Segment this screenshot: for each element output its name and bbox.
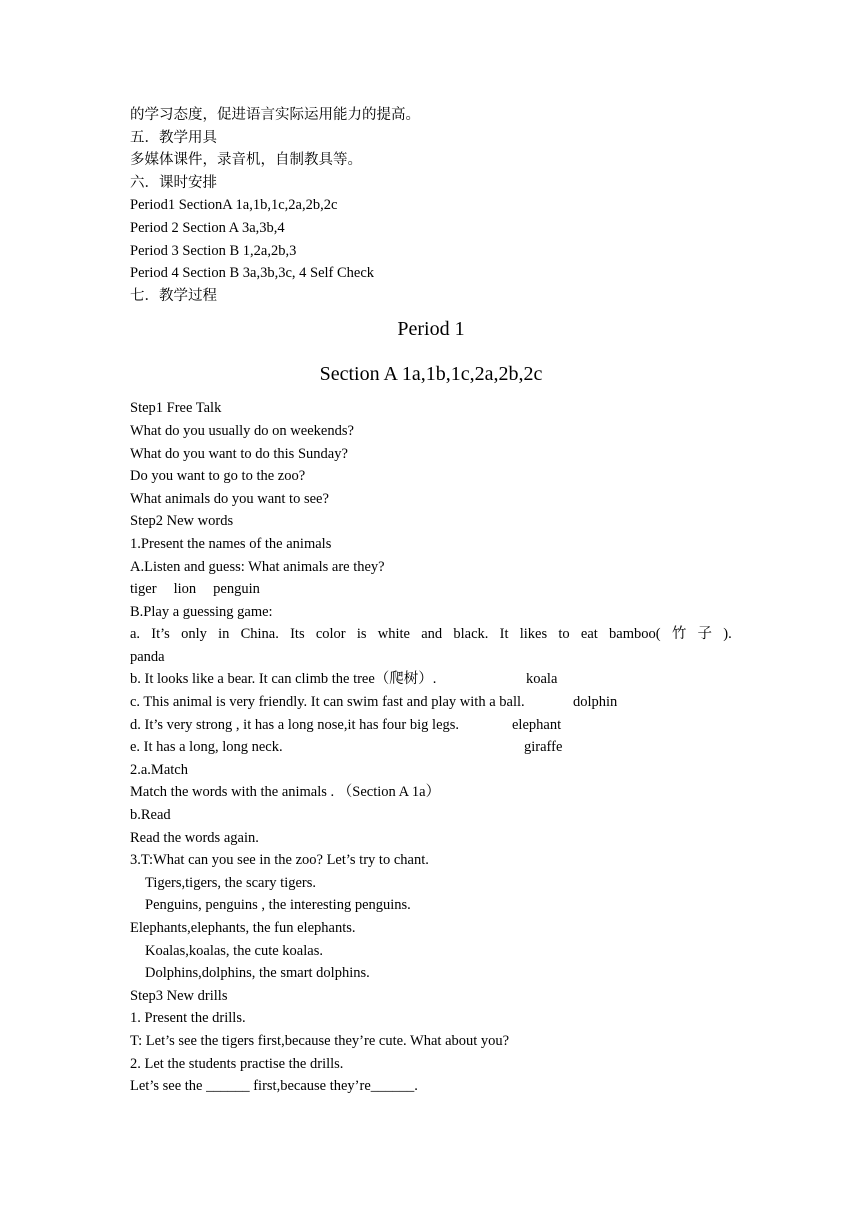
chant-line: Elephants,elephants, the fun elephants. [130, 920, 356, 936]
intro-line: 的学习态度，促进语言实际运用能力的提高。 [130, 107, 420, 123]
riddle-text: e. It has a long, long neck. [130, 739, 283, 756]
intro-line: 多媒体课件，录音机，自制教具等。 [130, 152, 362, 169]
animal-word: penguin [213, 581, 260, 598]
free-talk-question: Do you want to go to the zoo? [130, 468, 306, 485]
step2-heading: Step2 New words [130, 513, 234, 530]
animal-word: lion [173, 581, 197, 598]
schedule-period-1: Period1 SectionA 1a,1b,1c,2a,2b,2c [130, 197, 338, 214]
riddle-a-word: bamboo( [609, 626, 661, 643]
riddle-a-word: to [558, 626, 570, 643]
listen-and-guess: A.Listen and guess: What animals are they? [130, 558, 385, 575]
riddle-a-word: and [421, 626, 443, 643]
riddle-text: b. It looks like a bear. It can climb the tree（爬树）. [130, 671, 437, 688]
drill-line: 2. Let the students practise the drills. [130, 1055, 344, 1072]
present-animals: 1.Present the names of the animals [130, 535, 332, 552]
chant-line: Dolphins,dolphins, the smart dolphins. [145, 965, 370, 982]
free-talk-question: What do you want to do this Sunday? [130, 445, 348, 462]
step1-heading: Step1 Free Talk [130, 400, 222, 417]
schedule-period-4: Period 4 Section B 3a,3b,3c, 4 Self Check [130, 265, 375, 282]
free-talk-question: What do you usually do on weekends? [130, 422, 354, 439]
read-label: b.Read [130, 807, 171, 824]
match-label: 2.a.Match [130, 761, 188, 778]
riddle-a-word: is [356, 626, 367, 643]
schedule-period-3: Period 3 Section B 1,2a,2b,3 [130, 242, 297, 259]
drill-fill-blank: Let’s see the ______ first,because they’re______. [130, 1078, 418, 1095]
drill-line: T: Let’s see the tigers first,because they’re cute. What about you? [130, 1032, 510, 1049]
match-instruction: Match the words with the animals . （Section A 1a） [130, 784, 441, 801]
schedule-period-2: Period 2 Section A 3a,3b,4 [130, 219, 285, 236]
riddle-a-word: eat [580, 626, 598, 643]
riddle-a-word: only [181, 626, 207, 643]
riddle-answer: elephant [512, 716, 562, 733]
chant-intro: 3.T:What can you see in the zoo? Let’s try to chant. [130, 852, 429, 869]
riddle-a-word: black. [453, 626, 489, 643]
riddle-answer: dolphin [573, 694, 618, 711]
riddle-text: d. It’s very strong , it has a long nose,it has four big legs. [130, 716, 460, 733]
riddle-a-word: 子 [697, 626, 713, 643]
riddle-a-word: It’s [151, 626, 170, 643]
riddle-a-answer: panda [130, 648, 165, 665]
period-title: Period 1 [397, 318, 465, 341]
riddle-text: c. This animal is very friendly. It can swim fast and play with a ball. [130, 694, 525, 711]
riddle-a-word: white [377, 626, 410, 643]
animal-word: tiger [130, 581, 157, 598]
section-heading-process: 七．教学过程 [130, 287, 217, 304]
chant-line: Koalas,koalas, the cute koalas. [145, 942, 323, 959]
riddle-b [130, 668, 732, 691]
riddle-a-word: in [218, 626, 230, 643]
riddle-c [130, 691, 732, 714]
riddle-a-word: ). [723, 626, 732, 643]
riddle-a-word: Its [290, 626, 305, 643]
guessing-game-label: B.Play a guessing game: [130, 603, 273, 620]
riddle-a-word: China. [240, 626, 279, 643]
riddle-d [130, 714, 732, 737]
riddle-a-word: It [499, 626, 509, 643]
section-heading-teaching-tools: 五．教学用具 [130, 129, 217, 146]
riddle-a-word: color [315, 626, 346, 643]
document-body [130, 104, 732, 1098]
animal-list [130, 578, 732, 601]
chant-line: Tigers,tigers, the scary tigers. [145, 874, 317, 891]
section-title: Section A 1a,1b,1c,2a,2b,2c [319, 363, 543, 386]
step3-heading: Step3 New drills [130, 987, 228, 1004]
riddle-answer: giraffe [524, 739, 563, 756]
riddle-a-text [130, 623, 732, 646]
drill-line: 1. Present the drills. [130, 1010, 246, 1027]
riddle-a-word: 竹 [671, 626, 687, 643]
riddle-e [130, 736, 732, 759]
riddle-answer: koala [526, 671, 558, 688]
riddle-a-word: likes [519, 626, 548, 643]
read-instruction: Read the words again. [130, 829, 259, 846]
section-heading-schedule: 六．课时安排 [130, 174, 217, 191]
riddle-a-word: a. [130, 626, 141, 643]
free-talk-question: What animals do you want to see? [130, 490, 329, 507]
chant-line: Penguins, penguins , the interesting penguins. [145, 897, 411, 914]
